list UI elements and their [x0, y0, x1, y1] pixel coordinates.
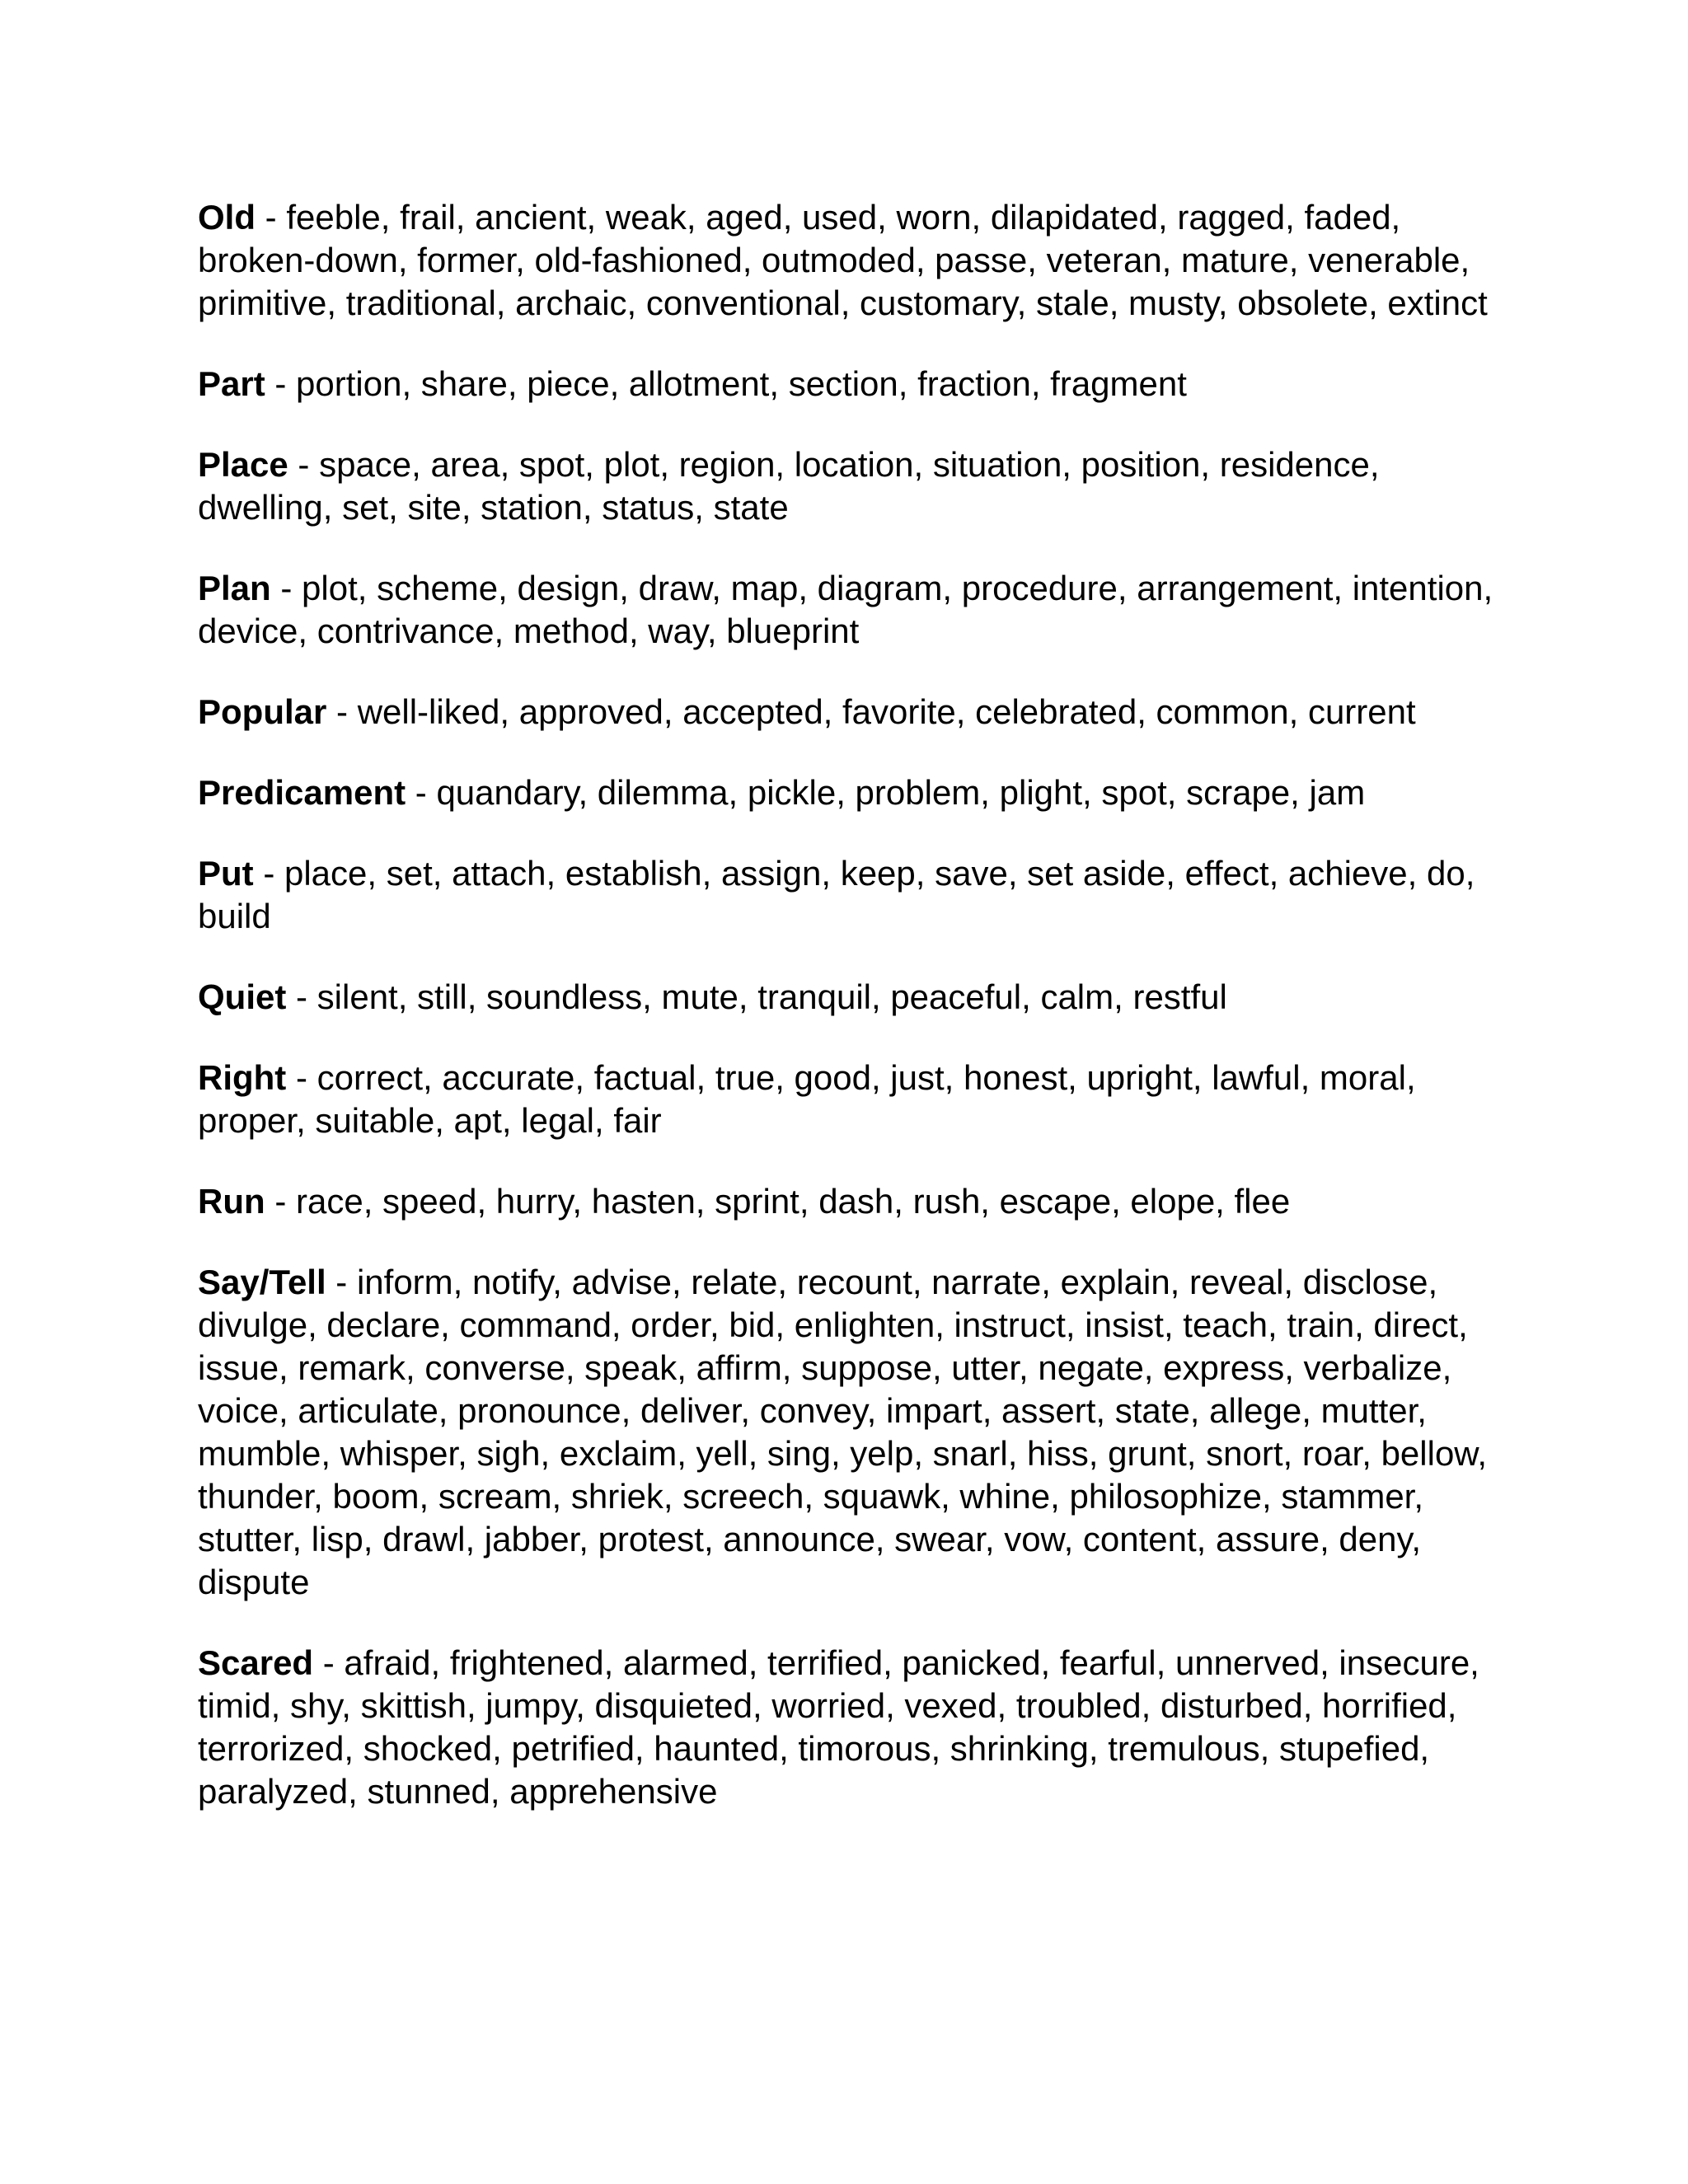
entry-quiet: Quiet - silent, still, soundless, mute, tranquil, peaceful, calm, restful: [198, 977, 1227, 1016]
entry-part: Part - portion, share, piece, allotment, section, fraction, fragment: [198, 364, 1187, 403]
entry-term: Place: [198, 445, 288, 484]
entry-term: Right: [198, 1058, 287, 1097]
entry-term: Scared: [198, 1643, 314, 1682]
entry-definition: place, set, attach, establish, assign, keep, save, set aside, effect, achieve, do, build: [198, 854, 1475, 935]
thesaurus-page: [198, 196, 1500, 1851]
entry-term: Say/Tell: [198, 1263, 326, 1301]
entry-definition: plot, scheme, design, draw, map, diagram, procedure, arrangement, intention, device, contrivance, method, way, blueprint: [198, 569, 1493, 650]
entry-definition: feeble, frail, ancient, weak, aged, used, worn, dilapidated, ragged, faded, broken-down, former, old-fashioned, outmoded, passe, veteran, mature, venerable, primitive, traditional, archaic, conventional, customary, stale, musty, obsolete, extinct: [198, 198, 1488, 322]
entry-term: Plan: [198, 569, 271, 607]
entry-plan: Plan - plot, scheme, design, draw, map, diagram, procedure, arrangement, intention, device, contrivance, method, way, blueprint: [198, 569, 1493, 650]
entry-old: Old - feeble, frail, ancient, weak, aged, used, worn, dilapidated, ragged, faded, broken-down, former, old-fashioned, outmoded, passe, veteran, mature, venerable, primitive, traditional, archaic, conventional, customary, stale, musty, obsolete, extinct: [198, 198, 1488, 322]
entry-term: Predicament: [198, 773, 406, 812]
entry-predicament: Predicament - quandary, dilemma, pickle, problem, plight, spot, scrape, jam: [198, 773, 1366, 812]
entry-definition: silent, still, soundless, mute, tranquil, peaceful, calm, restful: [316, 977, 1227, 1016]
entry-definition: inform, notify, advise, relate, recount, narrate, explain, reveal, disclose, divulge, declare, command, order, bid, enlighten, instruct, insist, teach, train, direct, issue, remark, converse, speak, affirm, suppose, utter, negate, express, verbalize, voice, articulate, pronounce, deliver, convey, impart, assert, state, allege, mutter, mumble, whisper, sigh, exclaim, yell, sing, yelp, snarl, hiss, grunt, snort, roar, bellow, thunder, boom, scream, shriek, screech, squawk, whine, philosophize, stammer, stutter, lisp, drawl, jabber, protest, announce, swear, vow, content, assure, deny, dispute: [198, 1263, 1487, 1601]
entry-term: Part: [198, 364, 265, 403]
entry-scared: Scared - afraid, frightened, alarmed, terrified, panicked, fearful, unnerved, insecure, timid, shy, skittish, jumpy, disquieted, worried, vexed, troubled, disturbed, horrified, terrorized, shocked, petrified, haunted, timorous, shrinking, tremulous, stupefied, paralyzed, stunned, apprehensive: [198, 1643, 1479, 1811]
entry-term: Quiet: [198, 977, 287, 1016]
entry-definition: afraid, frightened, alarmed, terrified, panicked, fearful, unnerved, insecure, timid, shy, skittish, jumpy, disquieted, worried, vexed, troubled, disturbed, horrified, terrorized, shocked, petrified, haunted, timorous, shrinking, tremulous, stupefied, paralyzed, stunned, apprehensive: [198, 1643, 1479, 1811]
entry-popular: Popular - well-liked, approved, accepted, favorite, celebrated, common, current: [198, 692, 1416, 731]
entry-definition: race, speed, hurry, hasten, sprint, dash, rush, escape, elope, flee: [295, 1182, 1291, 1221]
entry-definition: space, area, spot, plot, region, location, situation, position, residence, dwelling, set, site, station, status, state: [198, 445, 1380, 527]
entry-run: Run - race, speed, hurry, hasten, sprint, dash, rush, escape, elope, flee: [198, 1182, 1291, 1221]
entry-definition: correct, accurate, factual, true, good, just, honest, upright, lawful, moral, proper, suitable, apt, legal, fair: [198, 1058, 1416, 1140]
entry-definition: portion, share, piece, allotment, section, fraction, fragment: [296, 364, 1187, 403]
entry-say-tell: Say/Tell - inform, notify, advise, relate, recount, narrate, explain, reveal, disclose, divulge, declare, command, order, bid, enlighten, instruct, insist, teach, train, direct, issue, remark, converse, speak, affirm, suppose, utter, negate, express, verbalize, voice, articulate, pronounce, deliver, convey, impart, assert, state, allege, mutter, mumble, whisper, sigh, exclaim, yell, sing, yelp, snarl, hiss, grunt, snort, roar, bellow, thunder, boom, scream, shriek, screech, squawk, whine, philosophize, stammer, stutter, lisp, drawl, jabber, protest, announce, swear, vow, content, assure, deny, dispute: [198, 1263, 1487, 1601]
entry-place: Place - space, area, spot, plot, region, location, situation, position, residence, dwelling, set, site, station, status, state: [198, 445, 1380, 527]
entry-term: Run: [198, 1182, 265, 1221]
entry-right: Right - correct, accurate, factual, true, good, just, honest, upright, lawful, moral, proper, suitable, apt, legal, fair: [198, 1058, 1416, 1140]
entry-term: Put: [198, 854, 254, 893]
entry-definition: well-liked, approved, accepted, favorite, celebrated, common, current: [357, 692, 1416, 731]
entry-term: Popular: [198, 692, 327, 731]
entry-term: Old: [198, 198, 256, 237]
entry-definition: quandary, dilemma, pickle, problem, plight, spot, scrape, jam: [436, 773, 1366, 812]
entry-put: Put - place, set, attach, establish, assign, keep, save, set aside, effect, achieve, do, build: [198, 854, 1475, 935]
